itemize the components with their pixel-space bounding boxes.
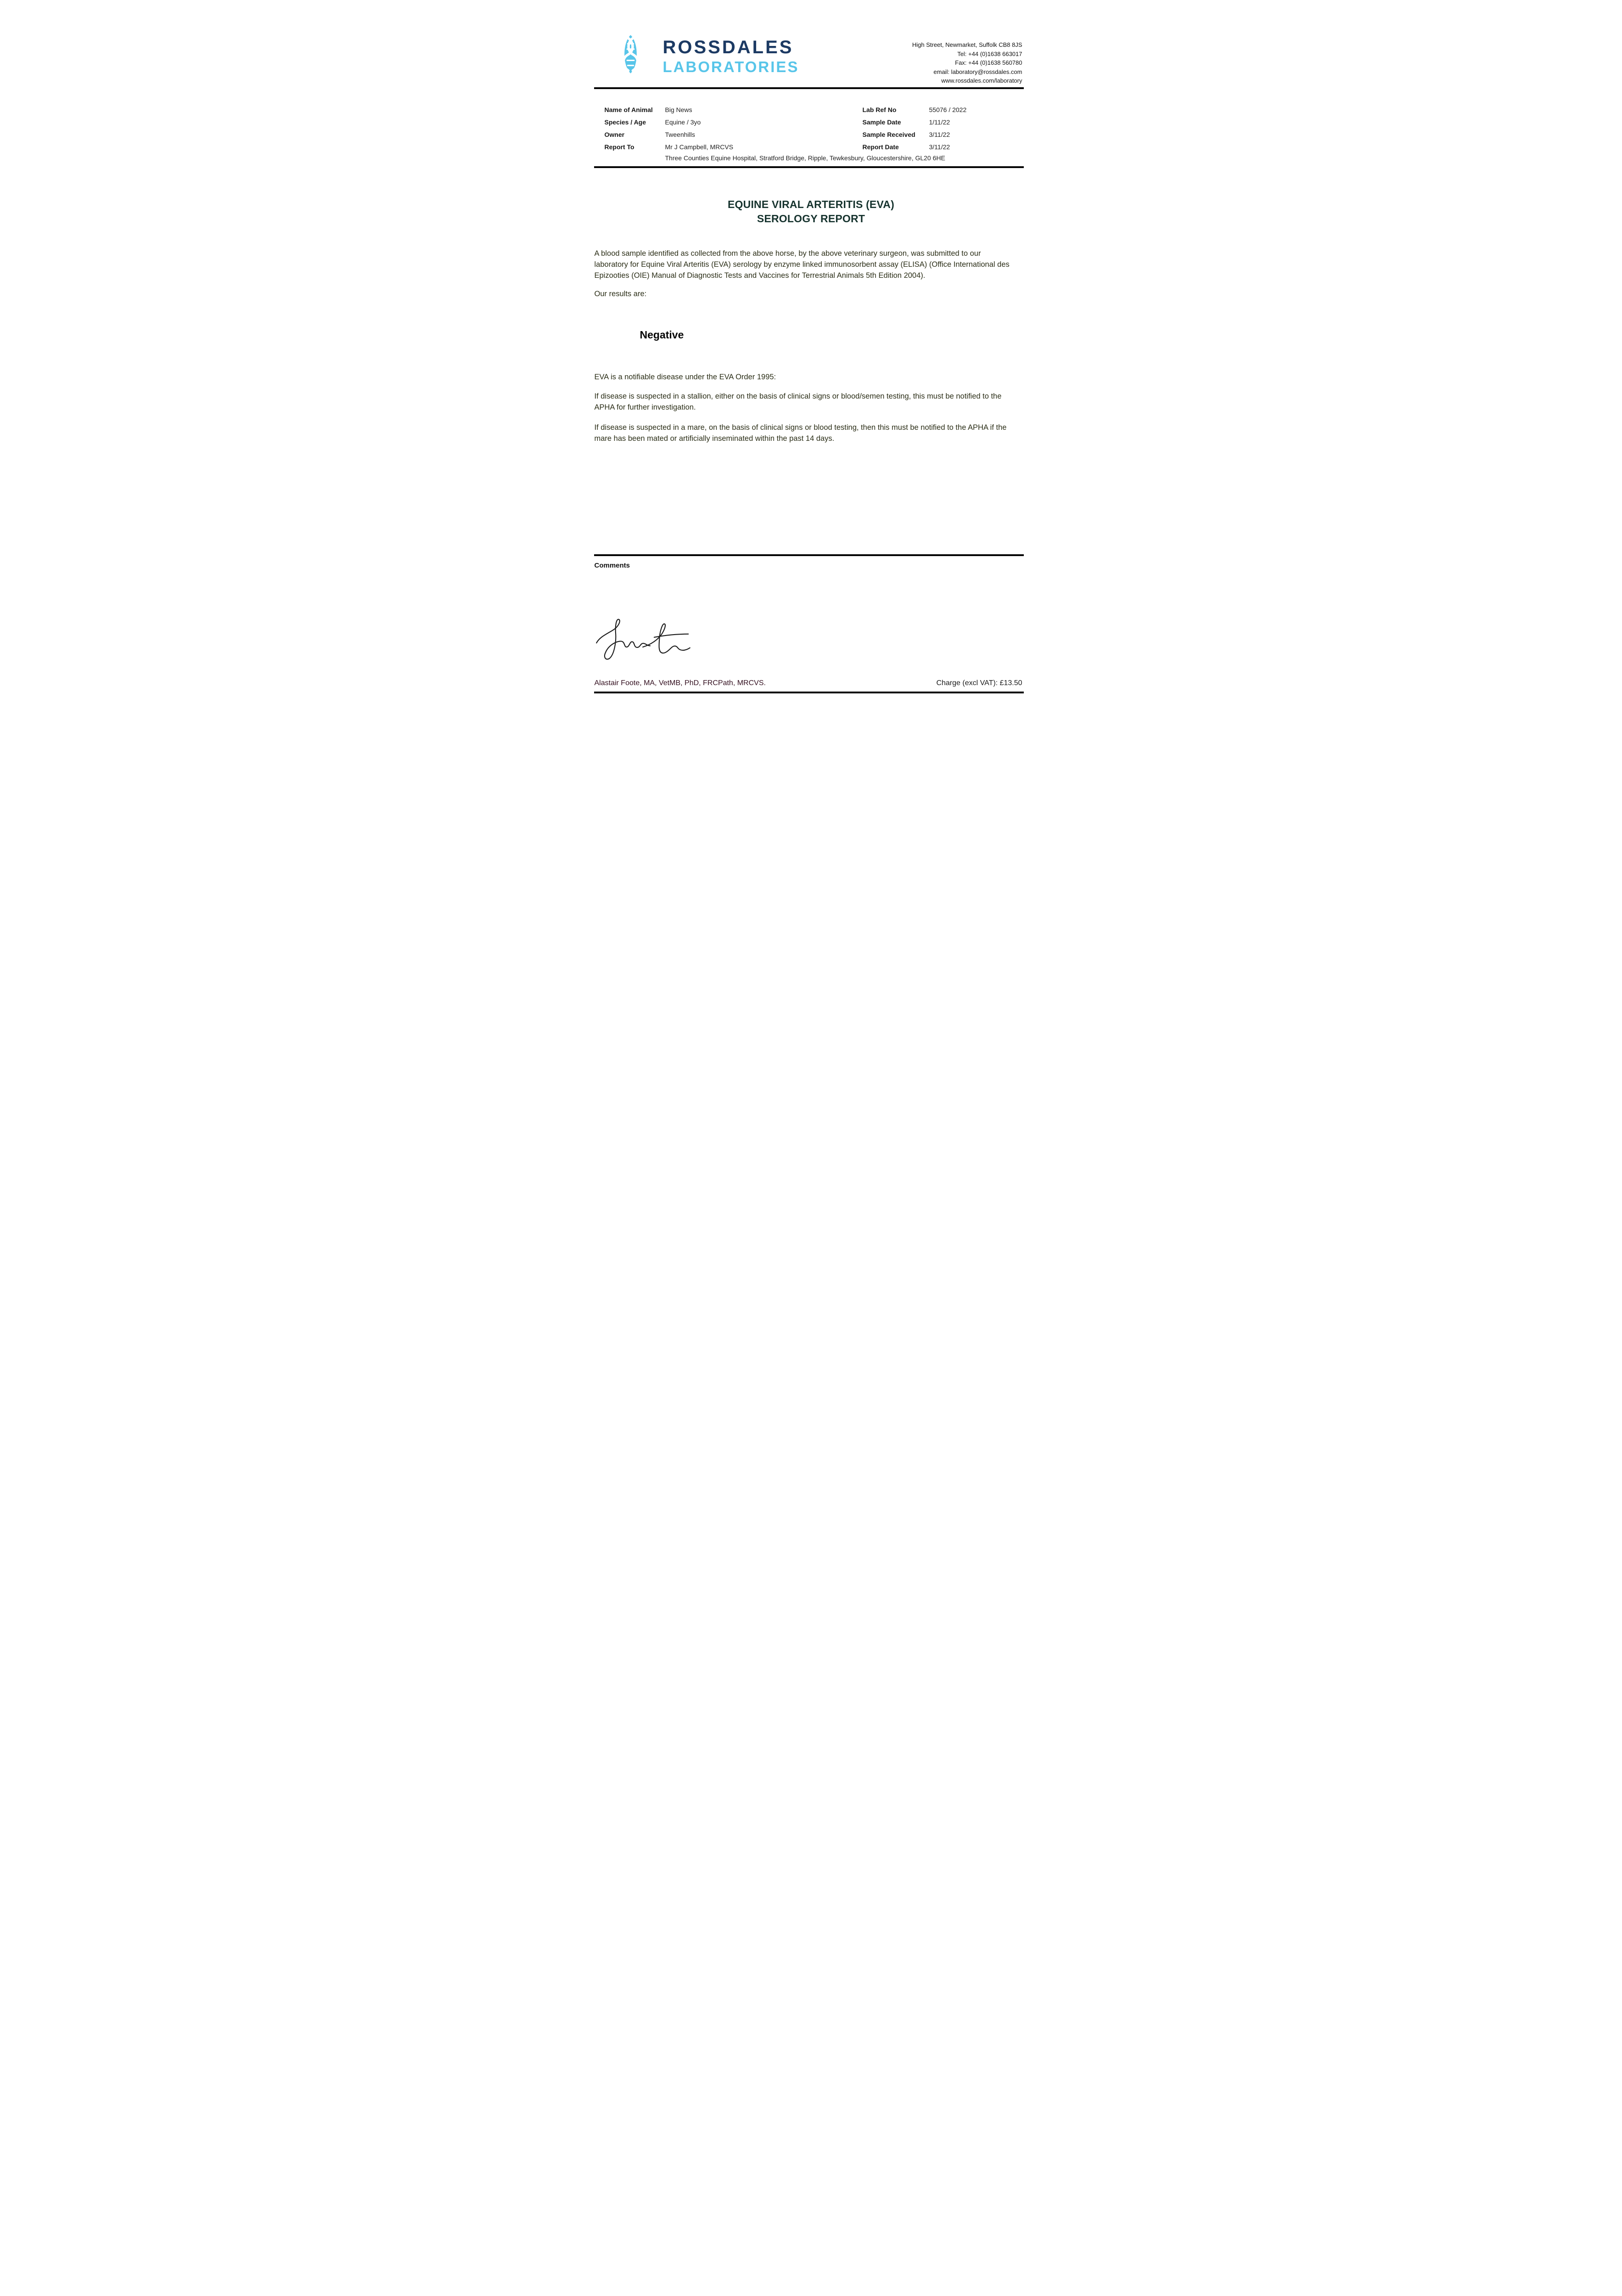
report-to-address: Three Counties Equine Hospital, Stratford Bridge, Ripple, Tewkesbury, Gloucestershire, GL20 6HE [665,154,945,162]
address-fax: Fax: +44 (0)1638 560780 [955,59,1022,66]
comments-divider-rule [594,554,1024,556]
info-value-sample-received: 3/11/22 [929,130,950,138]
charge-text: Charge (excl VAT): £13.50 [936,679,1022,687]
info-label-name-of-animal: Name of Animal [604,106,653,113]
report-title-line-1: EQUINE VIRAL ARTERITIS (EVA) [728,198,894,210]
info-value-owner: Tweenhills [665,130,695,138]
report-title-line-2: SEROLOGY REPORT [757,212,865,225]
specimen-info-section [605,104,1023,163]
info-label-species-age: Species / Age [604,118,646,126]
info-value-report-date: 3/11/22 [929,143,950,151]
document-page [559,0,1064,716]
comments-heading: Comments [594,561,630,569]
signatory-name: Alastair Foote, MA, VetMB, PhD, FRCPath, MRCVS. [594,679,766,687]
logo-line-2: LABORATORIES [662,58,799,75]
address-tel: Tel: +44 (0)1638 663017 [957,50,1022,57]
dna-helix-icon [611,34,650,74]
info-value-name-of-animal: Big News [665,106,692,113]
report-header [559,0,1064,85]
intro-paragraph: A blood sample identified as collected from the above horse, by the above veterinary surgeon, was submitted to our laboratory for Equine Viral Arteritis (EVA) serology by enzyme linked immunosorbent assay (ELISA) (Office International des Epizooties (OIE) Manual of Diagnostic Tests and Vaccines for Terrestrial Animals 5th Edition 2004). [594,249,1010,280]
info-label-sample-received: Sample Received [862,130,915,138]
address-website: www.rossdales.com/laboratory [941,77,1022,84]
logo-wordmark [663,34,799,74]
info-value-report-to: Mr J Campbell, MRCVS [665,143,734,151]
mare-note-paragraph: If disease is suspected in a mare, on the basis of clinical signs or blood testing, then this must be notified to the APHA if the mare has been mated or artificially inseminated within the past 14 days. [594,423,1007,443]
info-value-sample-date: 1/11/22 [929,118,950,126]
info-label-lab-ref-no: Lab Ref No [862,106,897,113]
results-intro-text: Our results are: [594,289,647,298]
report-title [559,197,1064,226]
info-label-sample-date: Sample Date [862,118,901,126]
info-divider-rule [594,166,1024,168]
info-value-lab-ref-no: 55076 / 2022 [929,106,967,113]
rossdales-logo [595,34,799,74]
notifiable-disease-text: EVA is a notifiable disease under the EVA Order 1995: [594,372,776,381]
info-value-species-age: Equine / 3yo [665,118,701,126]
signature-image [592,615,702,668]
address-email: email: laboratory@rossdales.com [933,68,1022,75]
page-bottom-padding [559,693,1064,705]
info-label-report-date: Report Date [862,143,899,151]
info-label-owner: Owner [604,130,625,138]
footer-row [595,678,1022,689]
stallion-note-paragraph: If disease is suspected in a stallion, either on the basis of clinical signs or blood/semen testing, this must be notified to the APHA for further investigation. [594,392,1002,411]
lab-address-block [912,40,1022,85]
logo-line-1: ROSSDALES [662,37,794,57]
result-value: Negative [640,328,684,341]
address-line: High Street, Newmarket, Suffolk CB8 8JS [912,41,1022,48]
specimen-info-table [605,104,1023,153]
header-divider-rule [594,87,1024,89]
info-label-report-to: Report To [604,143,634,151]
